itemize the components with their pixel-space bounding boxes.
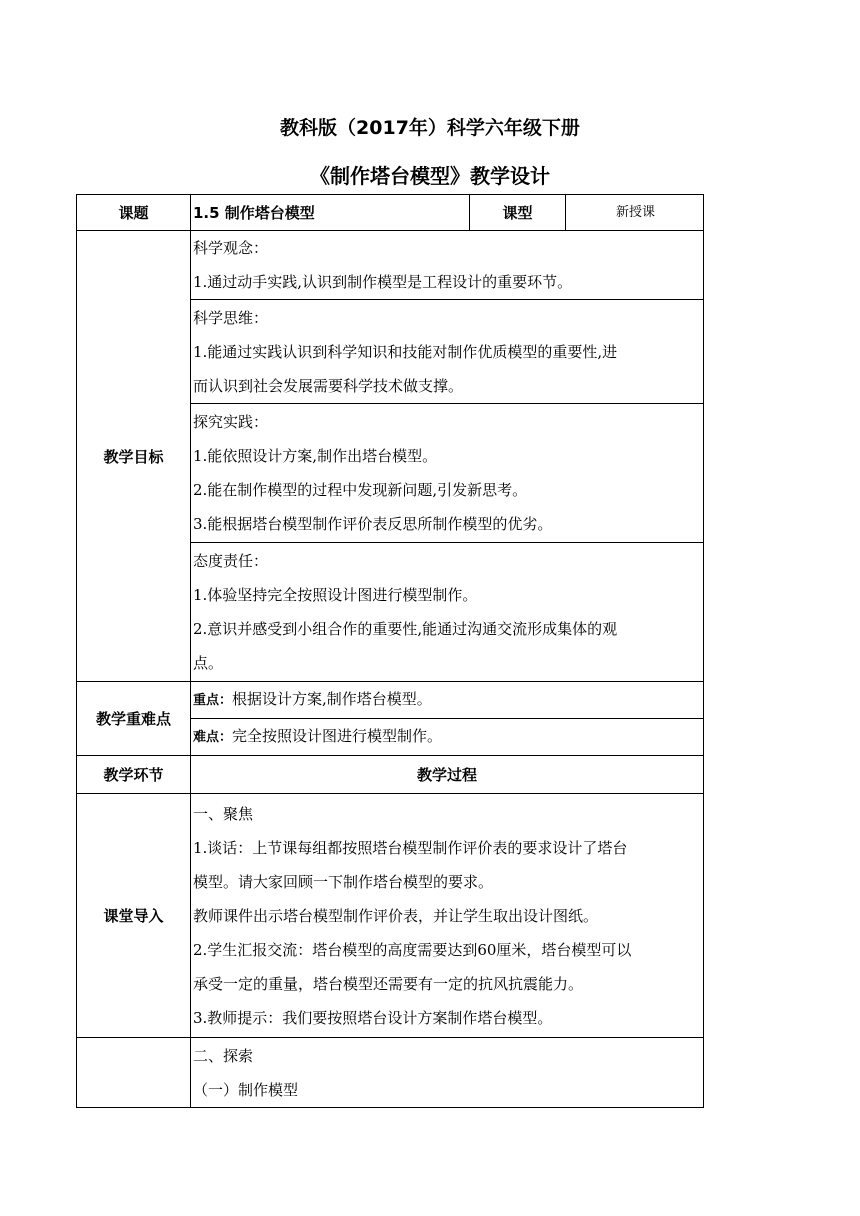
- document-title: 教科版（2017年）科学六年级下册: [280, 117, 580, 139]
- goal-block-attitude: [191, 543, 704, 682]
- topic-label: 课题: [77, 195, 191, 231]
- goal-line: 2.意识并感受到小组合作的重要性,能通过沟通交流形成集体的观: [193, 620, 618, 638]
- goal-line: 点。: [193, 654, 224, 672]
- difficulty-label: 难点：: [193, 730, 233, 745]
- intro-line: 1.谈话：上节课每组都按照塔台模型制作评价表的要求设计了塔台: [193, 838, 628, 857]
- intro-line: 教师课件出示塔台模型制作评价表，并让学生取出设计图纸。: [193, 906, 599, 925]
- difficulty-cell: [191, 719, 704, 756]
- explore-line: （一）制作模型: [193, 1080, 299, 1099]
- goal-block-practice: [191, 404, 704, 543]
- goal-line: 1.能依照设计方案,制作出塔台模型。: [193, 447, 438, 465]
- goal-line: 而认识到社会发展需要科学技术做支撑。: [193, 376, 464, 395]
- intro-line: 3.教师提示：我们要按照塔台设计方案制作塔台模型。: [193, 1008, 553, 1027]
- intro-line: 2.学生汇报交流：塔台模型的高度需要达到60厘米，塔台模型可以: [193, 940, 632, 959]
- key-points-label: 教学重难点: [77, 682, 191, 756]
- document-subtitle: 《制作塔台模型》教学设计: [310, 164, 550, 188]
- intro-label: 课堂导入: [77, 794, 191, 1038]
- goal-block-concept: [191, 231, 704, 300]
- focus-text: 根据设计方案,制作塔台模型。: [232, 690, 432, 708]
- goal-heading: 探究实践：: [193, 413, 269, 431]
- lesson-type-value: 新授课: [566, 195, 704, 231]
- intro-content: [191, 794, 704, 1038]
- process-label: 教学过程: [191, 756, 704, 794]
- intro-line: 承受一定的重量，塔台模型还需要有一定的抗风抗震能力。: [193, 974, 584, 993]
- focus-label: 重点：: [193, 693, 233, 708]
- explore-row: [77, 1038, 704, 1108]
- goal-block-thinking: [191, 300, 704, 404]
- focus-cell: [191, 682, 704, 719]
- process-header-row: [77, 756, 704, 794]
- goal-heading: 科学观念：: [193, 239, 269, 257]
- lesson-plan-table: [76, 194, 704, 1108]
- explore-label: [77, 1038, 191, 1108]
- intro-line: 模型。请大家回顾一下制作塔台模型的要求。: [193, 872, 494, 891]
- goals-row: [77, 231, 704, 300]
- goals-label: 教学目标: [77, 231, 191, 682]
- key-points-row: [77, 682, 704, 719]
- explore-content: [191, 1038, 704, 1108]
- topic-value: 1.5 制作塔台模型: [191, 195, 470, 231]
- goal-line: 1.能通过实践认识到科学知识和技能对制作优质模型的重要性,进: [193, 342, 618, 361]
- goal-line: 1.通过动手实践,认识到制作模型是工程设计的重要环节。: [193, 273, 573, 291]
- goal-line: 1.体验坚持完全按照设计图进行模型制作。: [193, 586, 478, 604]
- goal-heading: 态度责任：: [193, 552, 269, 570]
- topic-row: [77, 195, 704, 231]
- lesson-type-label: 课型: [470, 195, 566, 231]
- goal-heading: 科学思维：: [193, 308, 269, 327]
- difficulty-text: 完全按照设计图进行模型制作。: [232, 727, 443, 745]
- intro-line: 一、聚焦: [193, 804, 254, 823]
- explore-line: 二、探索: [193, 1046, 254, 1065]
- goal-line: 2.能在制作模型的过程中发现新问题,引发新思考。: [193, 481, 528, 499]
- goal-line: 3.能根据塔台模型制作评价表反思所制作模型的优劣。: [193, 515, 553, 533]
- stage-label: 教学环节: [77, 756, 191, 794]
- intro-row: [77, 794, 704, 1038]
